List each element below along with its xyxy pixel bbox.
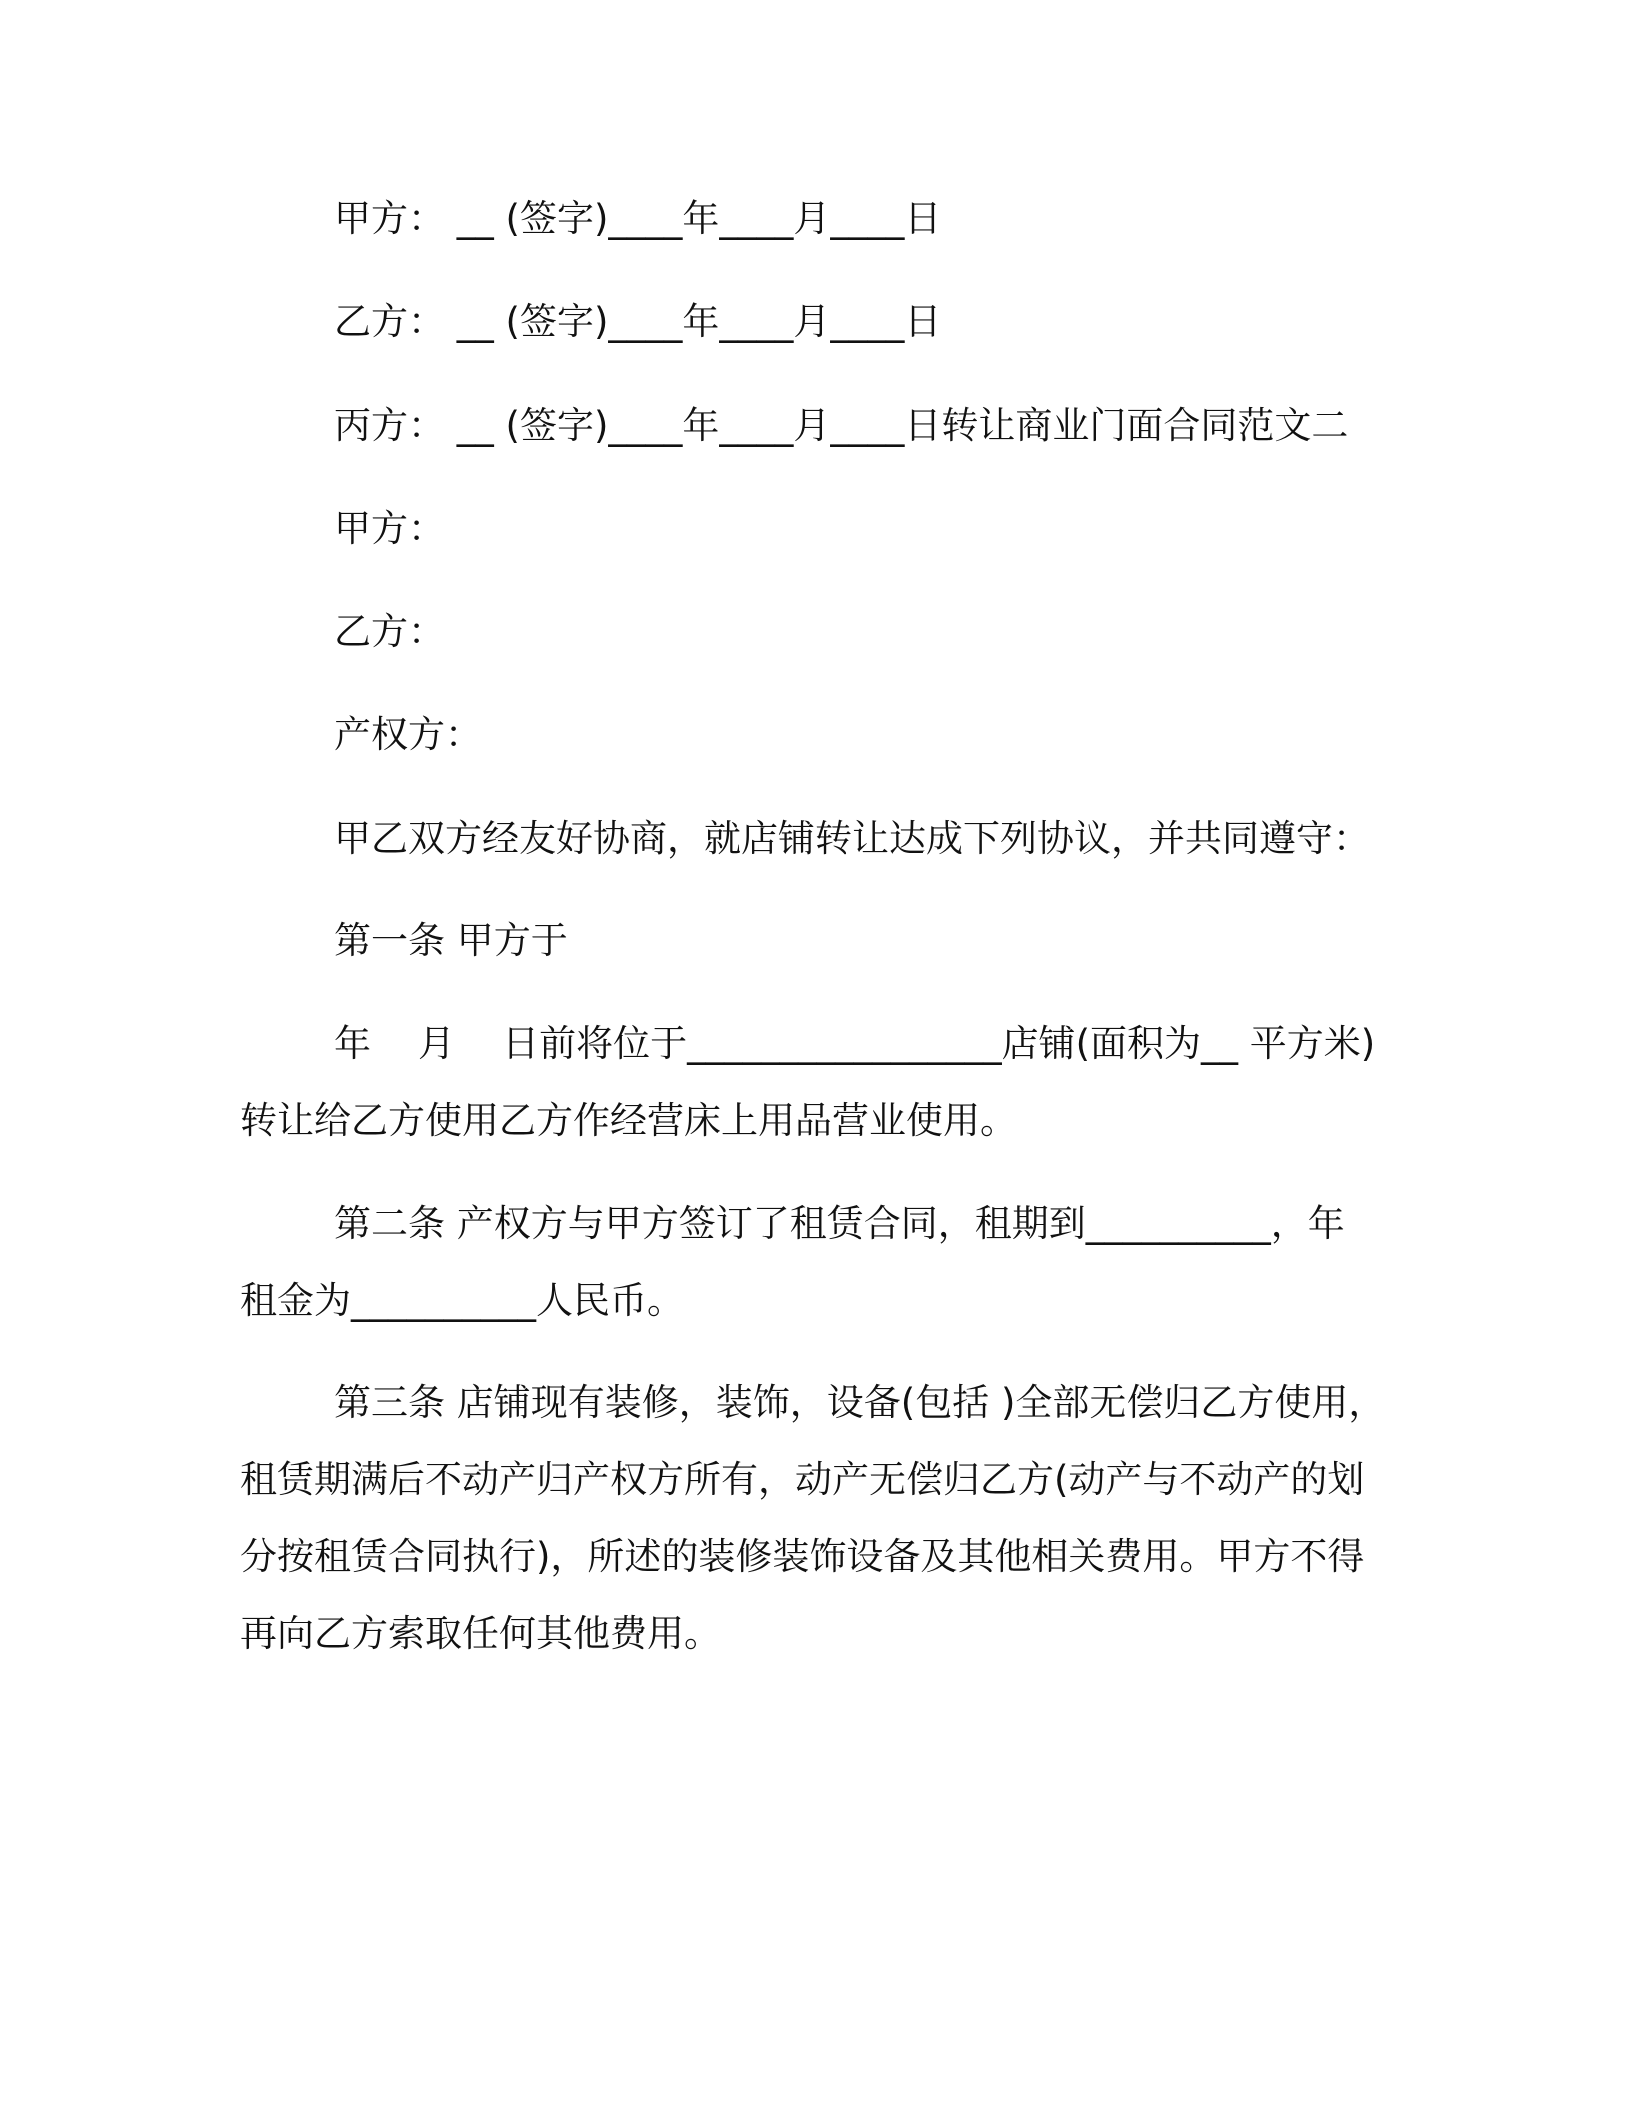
property-owner-label: 产权方： bbox=[334, 713, 482, 756]
party-b-signature-line: 乙方： __ (签字)____年____月____日 bbox=[334, 300, 942, 343]
agreement-intro: 甲乙双方经友好协商，就店铺转让达成下列协议，并共同遵守： bbox=[334, 817, 1370, 860]
article-1-heading: 第一条 甲方于 bbox=[334, 919, 568, 962]
article-3-line-4: 再向乙方索取任何其他费用。 bbox=[240, 1612, 721, 1655]
article-3-line-2: 租赁期满后不动产归产权方所有，动产无偿归乙方(动产与不动产的划 bbox=[240, 1458, 1365, 1501]
party-b-label: 乙方： bbox=[334, 610, 445, 653]
article-3-line-3: 分按租赁合同执行)，所述的装修装饰设备及其他相关费用。甲方不得 bbox=[240, 1535, 1365, 1578]
party-a-signature-line: 甲方： __ (签字)____年____月____日 bbox=[334, 197, 942, 240]
article-1-line-2: 转让给乙方使用乙方作经营床上用品营业使用。 bbox=[240, 1099, 1017, 1142]
article-3-line-1: 第三条 店铺现有装修，装饰，设备(包括 )全部无偿归乙方使用， bbox=[334, 1381, 1386, 1424]
article-2-line-1: 第二条 产权方与甲方签订了租赁合同，租期到__________，年 bbox=[334, 1202, 1345, 1245]
party-c-signature-line: 丙方： __ (签字)____年____月____日转让商业门面合同范文二 bbox=[334, 404, 1349, 447]
party-a-label: 甲方： bbox=[334, 507, 445, 550]
article-1-line-1: 年 月 日前将位于_________________店铺(面积为__ 平方米) bbox=[334, 1022, 1376, 1065]
article-2-line-2: 租金为__________人民币。 bbox=[240, 1279, 684, 1322]
